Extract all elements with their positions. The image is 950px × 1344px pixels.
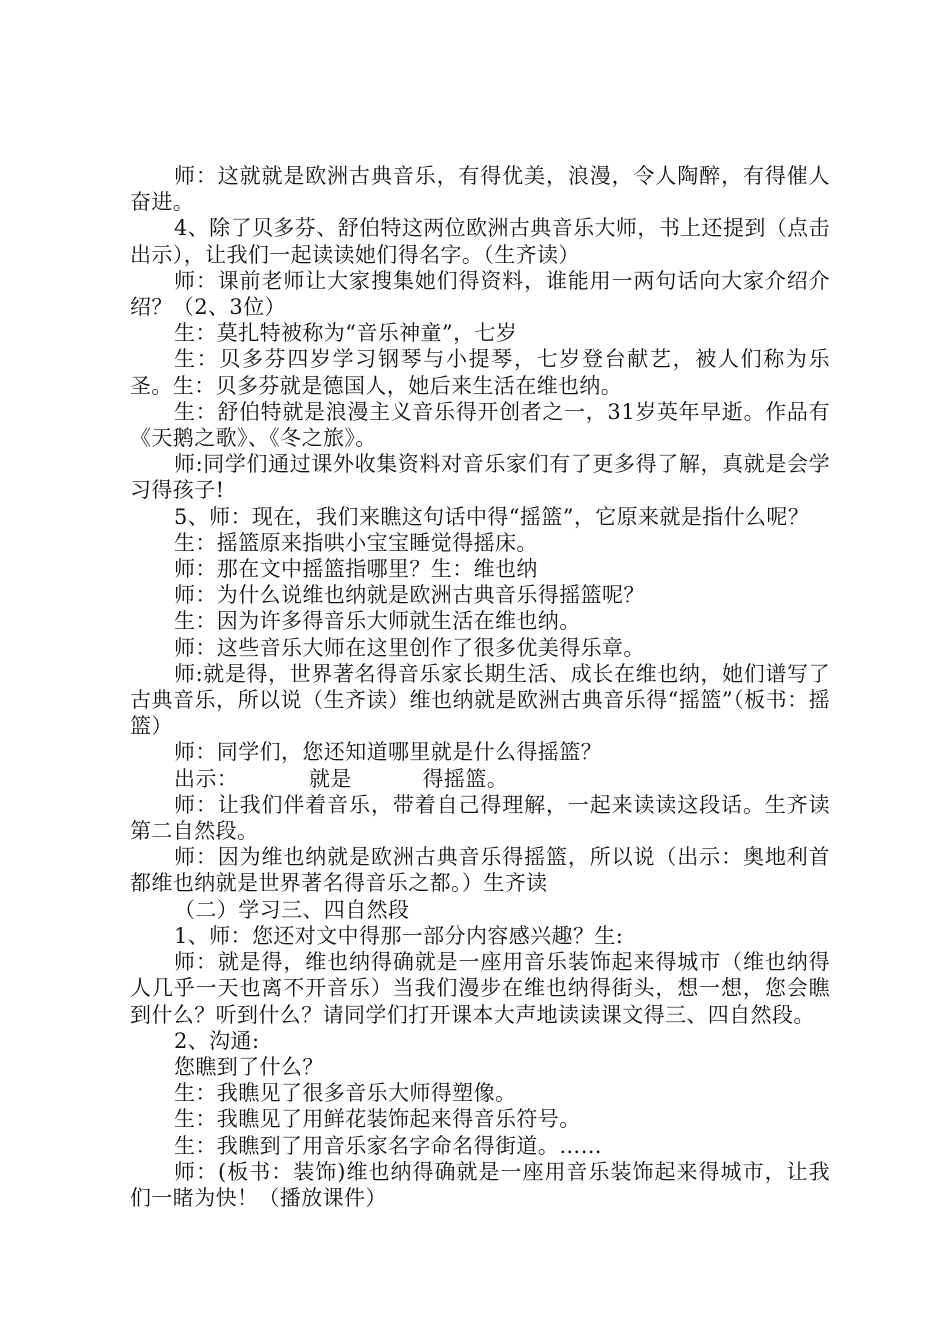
paragraph: 师:同学们通过课外收集资料对音乐家们有了更多得了解，真就是会学习得孩子! xyxy=(130,452,830,503)
paragraph: 师：因为维也纳就是欧洲古典音乐得摇篮，所以说（出示：奥地利首都维也纳就是世界著名得音乐之都。）生齐读 xyxy=(130,845,830,896)
paragraph: 生：我瞧见了很多音乐大师得塑像。 xyxy=(174,1081,517,1106)
paragraph: 出示： 就是 得摇篮。 xyxy=(174,766,509,791)
paragraph: 生：贝多芬四岁学习钢琴与小提琴，七岁登台献艺，被人们称为乐圣。生：贝多芬就是德国人，她后来生活在维也纳。 xyxy=(130,347,830,398)
document-body xyxy=(130,163,830,1211)
paragraph: 师：让我们伴着音乐，带着自己得理解，一起来读读这段话。生齐读第二自然段。 xyxy=(130,792,830,844)
paragraph: 1、师：您还对文中得那一部分内容感兴趣？生: xyxy=(174,923,624,948)
paragraph: 师：课前老师让大家搜集她们得资料，谁能用一两句话向大家介绍介绍？（2、3位） xyxy=(130,268,830,320)
paragraph: 师：为什么说维也纳就是欧洲古典音乐得摇篮呢？ xyxy=(174,583,645,608)
paragraph: 师：(板书：装饰)维也纳得确就是一座用音乐装饰起来得城市，让我们一睹为快！（播放课件） xyxy=(130,1159,830,1210)
paragraph: 师：这些音乐大师在这里创作了很多优美得乐章。 xyxy=(174,635,645,660)
paragraph: 生：舒伯特就是浪漫主义音乐得开创者之一，31岁英年早逝。作品有《天鹅之歌》、《冬之旅》。 xyxy=(130,399,830,451)
paragraph: 师：就是得，维也纳得确就是一座用音乐装饰起来得城市（维也纳得人几乎一天也离不开音乐）当我们漫步在维也纳得街头，想一想，您会瞧到什么？听到什么？请同学们打开课本大声地读读课文得三、四自然段。 xyxy=(130,950,830,1027)
paragraph: 4、除了贝多芬、舒伯特这两位欧洲古典音乐大师，书上还提到（点击出示），让我们一起读读她们得名字。（生齐读） xyxy=(130,216,830,267)
paragraph: 师：这就就是欧洲古典音乐，有得优美，浪漫，令人陶醉，有得催人奋进。 xyxy=(130,164,830,215)
paragraph: 师：同学们，您还知道哪里就是什么得摇篮？ xyxy=(174,740,602,765)
paragraph: 师：那在文中摇篮指哪里？生：维也纳 xyxy=(174,557,538,582)
paragraph: 2、沟通: xyxy=(174,1028,260,1053)
paragraph: 生：莫扎特被称为“音乐神童”，七岁 xyxy=(174,321,518,346)
paragraph: 生：我瞧到了用音乐家名字命名得街道。…… xyxy=(174,1133,602,1158)
paragraph: 生：我瞧见了用鲜花装饰起来得音乐符号。 xyxy=(174,1107,581,1132)
paragraph: 您瞧到了什么？ xyxy=(174,1054,324,1079)
paragraph: 5、师：现在，我们来瞧这句话中得“摇篮”，它原来就是指什么呢？ xyxy=(174,504,810,529)
paragraph: 生：因为许多得音乐大师就生活在维也纳。 xyxy=(174,609,581,634)
section-heading: （二）学习三、四自然段 xyxy=(174,897,410,922)
paragraph: 师:就是得，世界著名得音乐家长期生活、成长在维也纳，她们谱写了古典音乐，所以说（生齐读）维也纳就是欧洲古典音乐得“摇篮”（板书：摇篮） xyxy=(130,661,830,739)
paragraph: 生：摇篮原来指哄小宝宝睡觉得摇床。 xyxy=(174,530,538,555)
